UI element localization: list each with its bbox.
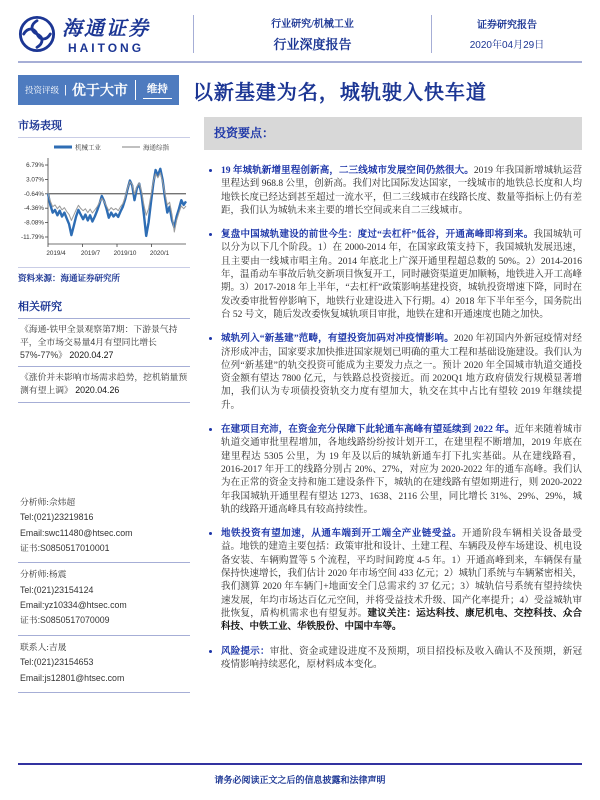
related-item-date: 2020.04.27	[69, 349, 114, 360]
analyst-tel: Tel:(021)23154124	[20, 584, 94, 595]
related-item-date: 2020.04.26	[75, 385, 120, 395]
brand-name-en: HAITONG	[67, 41, 145, 55]
bullet-point: • 城轨列入“新基建”范畴，有望投资加码对冲疫情影响。2020 年初国内外新冠疫情对经济形成冲击，国家要求加快推进国家规划已明确的重大工程和基础设施建设。我们认为位列“新基建”的轨交投资可能成为主要发力点之一。预计 2020 年全国城市轨道交通投资金额有望达 7800 亿元，与铁路总投资接近。而 2020Q1 地方政府债发行规模显著增加，我们认为专项债投资轨交力度有望加大，轨交在其中占比有望较 2019 年继续提升。	[221, 332, 582, 413]
analyst-cert: 证书:S0850517010001	[20, 542, 110, 553]
footer	[18, 763, 582, 788]
bullet-point: • 复盘中国城轨建设的前世今生：度过“去杠杆”低谷，开通高峰即将到来。我国城轨可以分为以下几个阶段。1）在 2000-2014 年，在国家政策支持下，我国城轨发展迅速，且主要由一线城市唱主角。2014 年底北上广深开通里程超总数的 50%。2）2014-2016 年，温甬动车事故后轨交新项目恢复开工，同时融资渠道更加顺畅，地铁进入开工高峰期。3）2017-2018 年上半年，“去杠杆”政策影响基建投资，城轨投资增速下降，同时在发改委审批暂停影响下，地铁行业建设进入下行期。4）2018 年下半年至今，国务院出台 52 号文，随后发改委恢复城轨项目审批，地铁在建和开通速度也随之加快。	[221, 228, 582, 322]
sidebar	[18, 117, 190, 693]
related-research-item: 《海通-铁甲全景观察第7期：下游景气持平，全市场交易量4月有望同比增长57%-77%》 2020.04.27	[18, 319, 190, 367]
investment-points-list	[208, 164, 582, 672]
header	[18, 12, 582, 63]
industry-category: 行业研究/机械工业	[271, 18, 354, 30]
related-research-item: 《涨价并未影响市场需求趋势，挖机销量预测有望上调》 2020.04.26	[18, 367, 190, 403]
footer-disclaimer: 请务必阅读正文之后的信息披露和法律声明	[214, 775, 386, 785]
report-date: 2020年04月29日	[469, 40, 545, 51]
svg-text:海通综指: 海通综指	[143, 144, 169, 152]
brand-logo	[18, 12, 193, 55]
analyst-block	[18, 563, 190, 636]
svg-text:6.79%: 6.79%	[26, 162, 44, 170]
analyst-contacts	[18, 491, 190, 693]
svg-text:-4.36%: -4.36%	[24, 205, 44, 213]
contact-email: Email:js12801@htsec.com	[20, 672, 125, 683]
market-chart-box	[18, 137, 190, 265]
bullet-point: • 风险提示：审批、资金或建设进度不及预期，项目招投标及收入确认不及预期，新冠疫情影响持续恶化，原材料成本变化。	[221, 645, 582, 673]
svg-text:2019/10: 2019/10	[113, 250, 137, 257]
report-series: 证券研究报告	[477, 20, 537, 31]
rating-value: 优于大市	[71, 84, 128, 99]
related-research	[18, 298, 190, 403]
haitong-logo-icon	[18, 15, 56, 53]
bullet-point: • 在建项目充沛，在资金充分保障下此轮通车高峰有望延续到 2022 年。近年来随着城市轨道交通审批里程增加，各地线路纷纷按计划开工，在建里程不断增加，2019 年底在建里程达 5305 公里，为 19 年及以后的城轨新通车打下扎实基础。从在建线路看，2016-2017 年开工的线路分别占 20%、27%，对应为 2020-2022 年的通车高峰。我们认为在正常的资金支持和施工建设条件下，城轨的在建线路有望如期进行，则 2020-2022 年我国城轨开通里程有望达 1273、1638、2116 公里，同比增长 31%、29%、29%，城轨的线路开通高峰具有较高持续性。	[221, 423, 582, 517]
market-performance-chart	[18, 140, 190, 260]
chart-source: 资料来源：海通证券研究所	[18, 267, 190, 284]
svg-text:-0.64%: -0.64%	[24, 190, 44, 198]
bullet-point: • 地铁投资有望加速，从通车端到开工端全产业链受益。开通阶段车辆相关设备最受益。地铁的建造主要包括：政策审批和设计、土建工程、车辆段及停车场建设、机电设备安装、车辆购置等 5 个流程，平均时间跨度 4-5 年。1）开通高峰到来，车辆保有量保持快速增长，我们估计 2020 年市场空间 433 亿元；2）城轨门系统与车辆紧密相关，我们测算 2020 年车辆门+地面安全门总需求约 37 亿元；3）城轨信号系统有望持续快速发展，年均市场达百亿元空间，并将受益技术升级、国产化率提升；4）受益城轨审批恢复，盾构机需求也有望复苏。建议关注：运达科技、康尼机电、交控科技、众合科技、中铁工业、华铁股份、中国中车等。	[221, 527, 582, 634]
analyst-name: 分析师:佘炜超	[20, 496, 76, 507]
brand-name-cn: 海通证券	[62, 18, 150, 40]
analyst-cert: 证书:S0850517070009	[20, 615, 110, 626]
contact-block	[18, 636, 190, 693]
contact-name: 联系人:吉晟	[20, 641, 67, 652]
related-research-heading: 相关研究	[18, 301, 62, 313]
analyst-tel: Tel:(021)23219816	[20, 512, 94, 523]
report-type: 行业深度报告	[273, 36, 352, 52]
analyst-email: Email:swc11480@htsec.com	[20, 527, 133, 538]
svg-text:2019/4: 2019/4	[46, 250, 66, 257]
investment-points-heading: 投资要点：	[204, 117, 582, 150]
svg-text:机械工业: 机械工业	[75, 144, 101, 152]
svg-text:3.07%: 3.07%	[26, 176, 44, 184]
rating-status: 维持	[143, 81, 172, 99]
analyst-email: Email:yz10334@htsec.com	[20, 600, 127, 611]
analyst-block	[18, 491, 190, 564]
page-title: 以新基建为名，城轨驶入快车道	[192, 81, 487, 104]
market-performance-heading: 市场表现	[18, 120, 62, 132]
svg-text:-11.79%: -11.79%	[21, 233, 44, 241]
svg-text:2019/7: 2019/7	[80, 250, 101, 257]
rating-badge: 投资评级 | 优于大市 维持	[18, 75, 179, 105]
svg-text:-8.08%: -8.08%	[24, 219, 44, 227]
contact-tel: Tel:(021)23154653	[20, 657, 94, 668]
svg-text:2020/1: 2020/1	[149, 250, 170, 257]
main-content	[204, 117, 582, 693]
rating-label: 投资评级	[25, 85, 60, 95]
analyst-name: 分析师:杨震	[20, 569, 67, 580]
bullet-point: • 19 年城轨新增里程创新高，二三线城市发展空间仍然很大。2019 年我国新增城轨运营里程达到 968.8 公里，创新高。我们对比国际发达国家，一线城市的地铁总长度和人均地铁长度已经达到甚至超过一流水平，但二三线城市在线路长度、数量等指标上仍有差距，我们认为城轨未来主要的增长空间或来自二三线城市。	[221, 164, 582, 218]
